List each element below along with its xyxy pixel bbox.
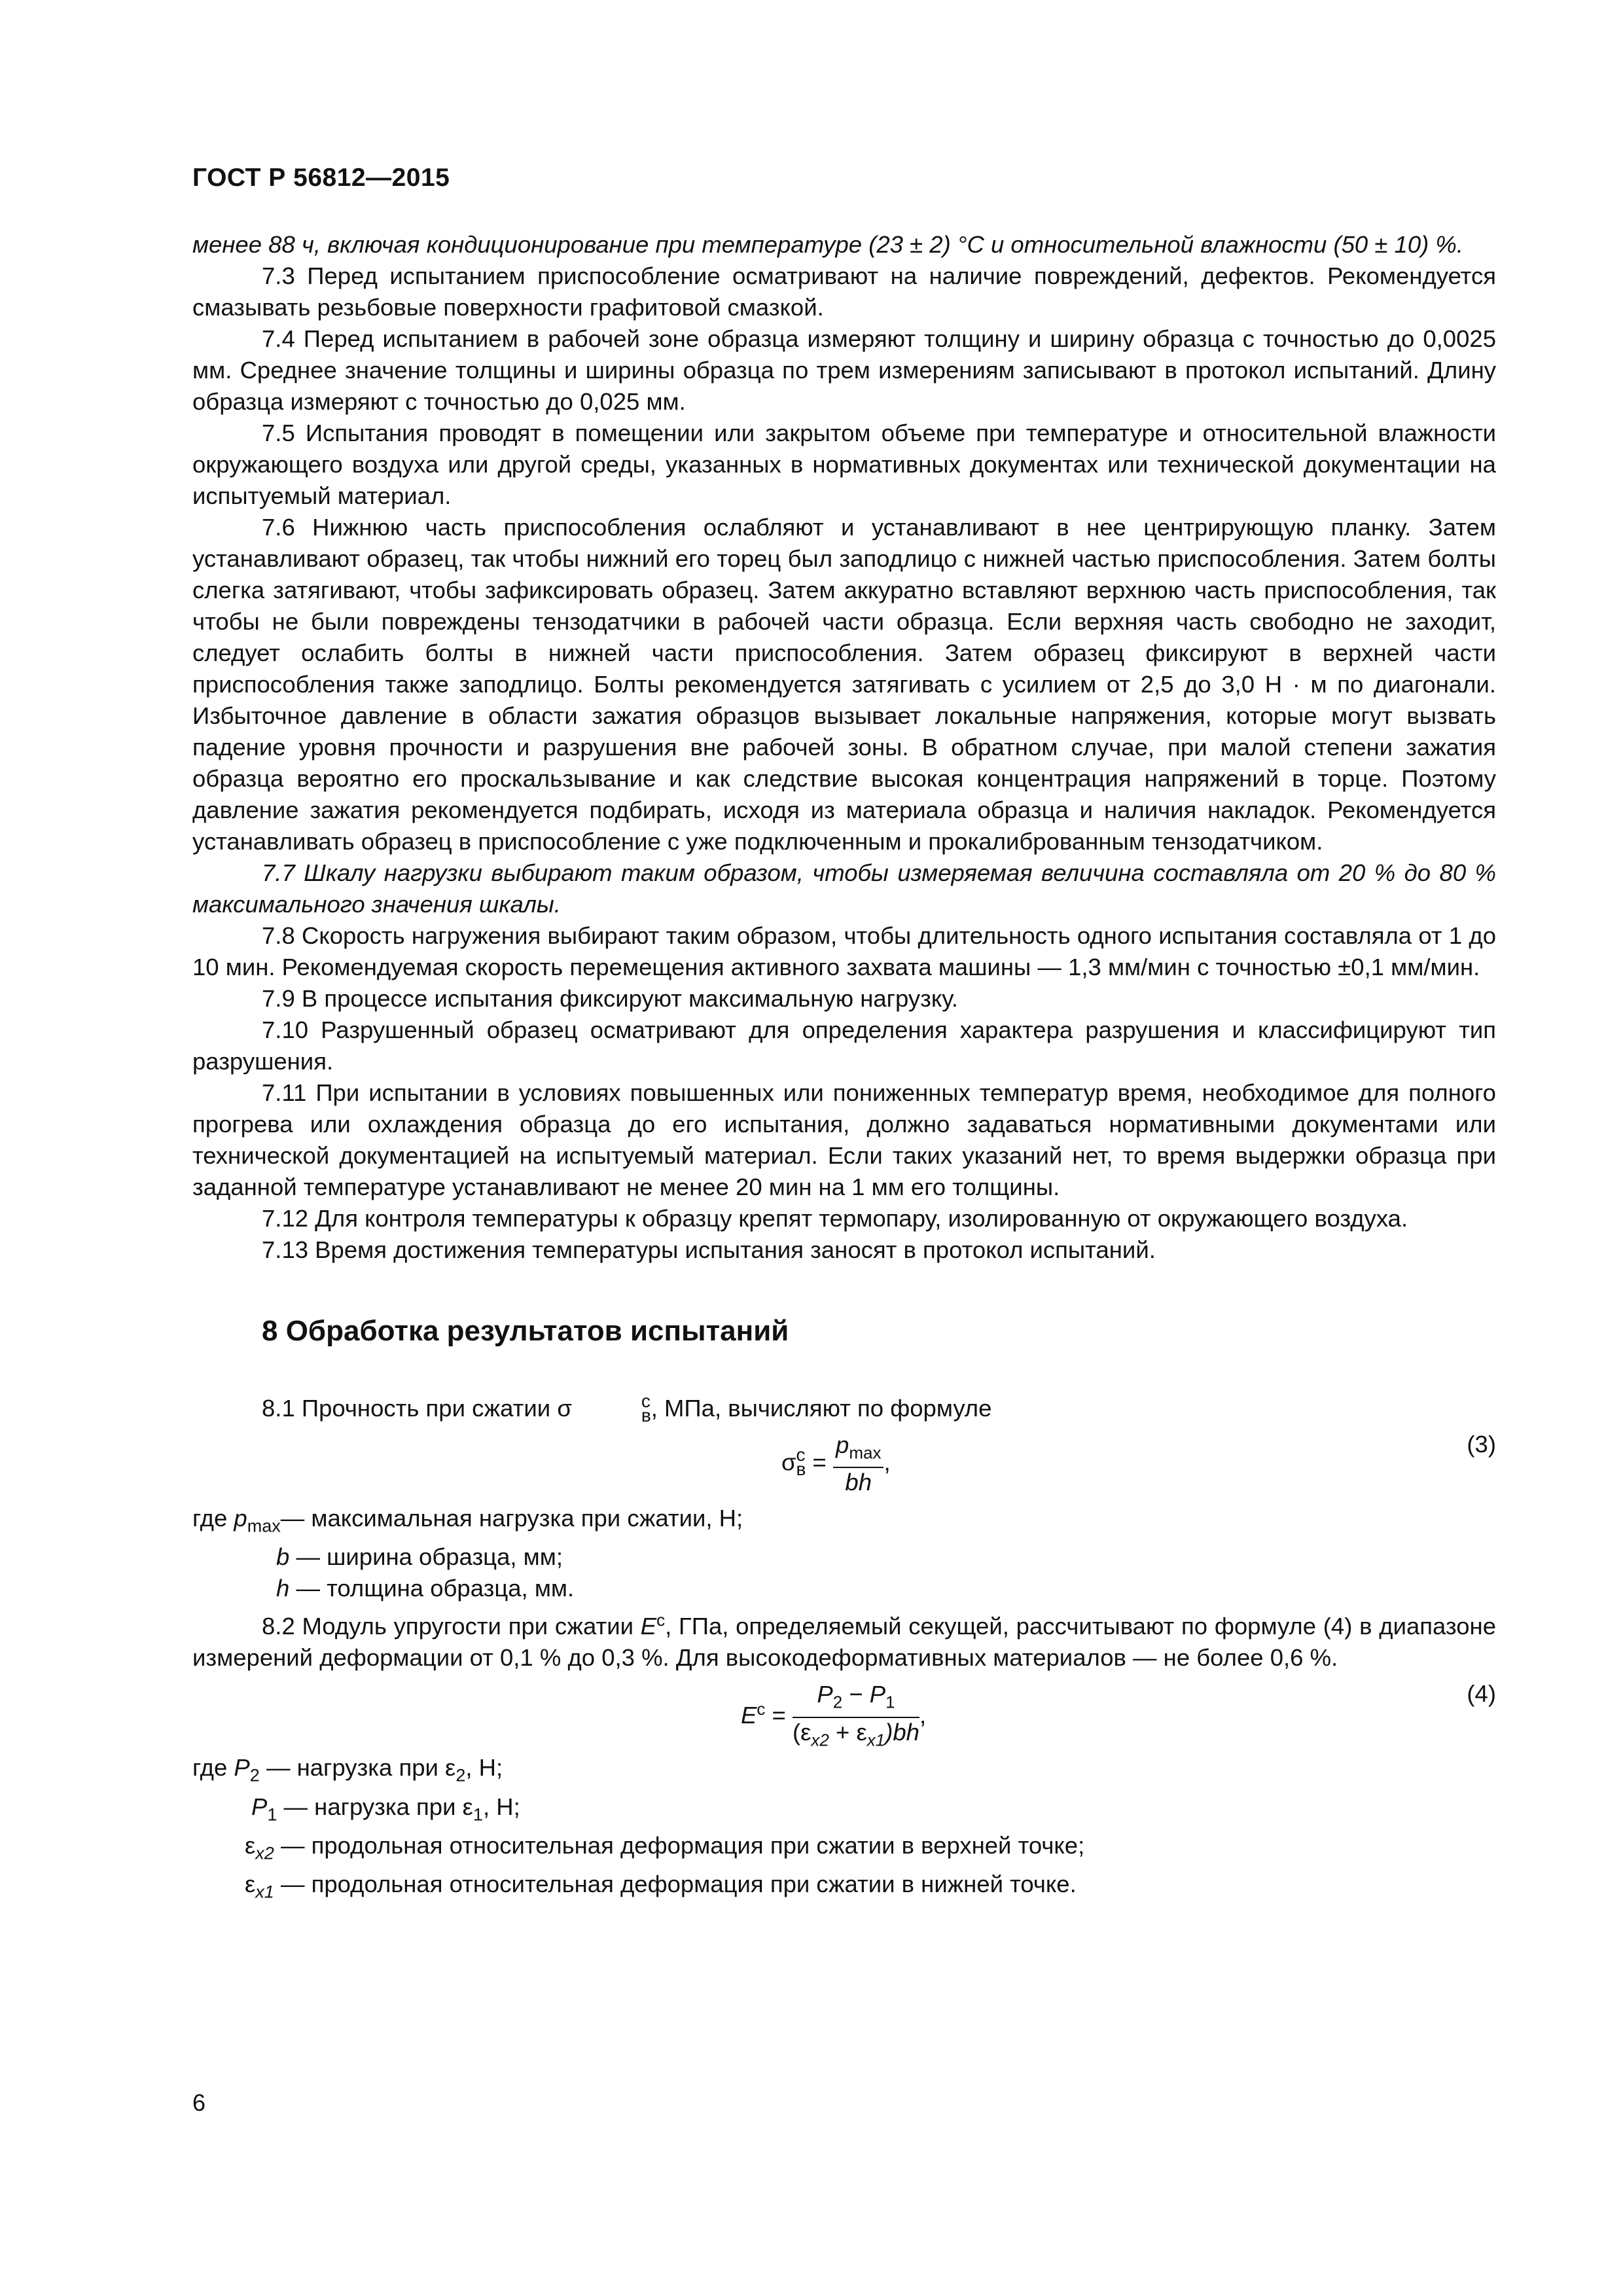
definition-p2: где $P_2$ — нагрузка при $\varepsilon_2$, Н;	[192, 1754, 503, 1785]
paragraph-7-2-continuation: менее 88 ч, включая кондиционирование при температуре (23 ± 2) °С и относительной влажности (50 ± 10) %.	[192, 231, 1464, 258]
document-code: ГОСТ Р 56812—2015	[192, 164, 450, 192]
paragraph-7-7: 7.7 Шкалу нагрузки выбирают таким образом, чтобы измеряемая величина составляла от 20 % до 80 % максимального значения шкалы.	[192, 859, 1496, 918]
formula-3: σ c в = $\frac{p_{max}}{bh}$ , (3)	[781, 1431, 1496, 1496]
formula-4: $E^c$ = $\frac{P_2 - P_1}{(\varepsilon_{x2} + \varepsilon_{x1})bh}$ , (4)	[741, 1680, 1496, 1750]
paragraph-7-9: 7.9 В процессе испытания фиксируют максимальную нагрузку.	[262, 985, 958, 1012]
section-8-heading: 8 Обработка результатов испытаний	[262, 1315, 789, 1347]
equation-number-3: (3)	[1467, 1431, 1496, 1458]
definition-b: b — ширина образца, мм;	[276, 1543, 563, 1571]
definition-ex1: $\varepsilon_{x1}$ — продольная относительная деформация при сжатии в нижней точке.	[245, 1871, 1077, 1902]
paragraph-7-11: 7.11 При испытании в условиях повышенных или пониженных температур время, необходимое для полного прогрева или охлаждения образца до его испытания, должно задаваться нормативными документами или технической документацией на испытуемый материал. Если таких указаний нет, то время выдержки образца при заданной температуре устанавливают не менее 20 мин на 1 мм его толщины.	[192, 1079, 1496, 1200]
paragraph-7-4: 7.4 Перед испытанием в рабочей зоне образца измеряют толщину и ширину образца с точностью до 0,0025 мм. Среднее значение толщины и ширины образца по трем измерениям записывают в протокол испытаний. Длину образца измеряют с точностью до 0,025 мм.	[192, 325, 1496, 415]
definition-p1: $P_1$ — нагрузка при $\varepsilon_1$, Н;	[251, 1793, 520, 1825]
paragraph-7-3: 7.3 Перед испытанием приспособление осматривают на наличие повреждений, дефектов. Рекомендуется смазывать резьбовые поверхности графитовой смазкой.	[192, 262, 1496, 321]
paragraph-8-2: 8.2 Модуль упругости при сжатии $E^c$, ГПа, определяемый секущей, рассчитывают по формуле (4) в диапазоне измерений деформации от 0,1 % до 0,3 %. Для высокодеформативных материалов — не более 0,6 %.	[192, 1610, 1496, 1672]
page-number: 6	[192, 2089, 206, 2116]
definition-h: h — толщина образца, мм.	[276, 1575, 575, 1602]
paragraph-7-5: 7.5 Испытания проводят в помещении или закрытом объеме при температуре и относительной влажности окружающего воздуха или другой среды, указанных в нормативных документах или технической документации на испытуемый материал.	[192, 420, 1496, 509]
equation-number-4: (4)	[1467, 1680, 1496, 1708]
paragraph-7-6: 7.6 Нижнюю часть приспособления ослабляют и устанавливают в нее центрирующую планку. Затем устанавливают образец, так чтобы нижний его торец был заподлицо с нижней частью приспособления. Затем болты слегка затягивают, чтобы зафиксировать образец. Затем аккуратно вставляют верхнюю часть приспособления, так чтобы не были повреждены тензодатчики в рабочей части образца. Если верхняя часть свободно не заходит, следует ослабить болты в нижней части приспособления. Затем образец фиксируют в верхней части приспособления также заподлицо. Болты рекомендуется затягивать с усилием от 2,5 до 3,0 Н · м по диагонали. Избыточное давление в области зажатия образцов вызывает локальные напряжения, которые могут вызвать падение уровня прочности и разрушения вне рабочей зоны. В обратном случае, при малой степени зажатия образца вероятно его проскальзывание и как следствие высокая концентрация напряжений в торце. Поэтому давление зажатия рекомендуется подбирать, исходя из материала образца и наличия накладок. Рекомендуется устанавливать образец в приспособление с уже подключенным и прокалиброванным тензодатчиком.	[192, 514, 1496, 855]
paragraph-7-13: 7.13 Время достижения температуры испытания заносят в протокол испытаний.	[262, 1236, 1156, 1263]
paragraph-7-12: 7.12 Для контроля температуры к образцу крепят термопару, изолированную от окружающего воздуха.	[262, 1205, 1408, 1232]
definition-ex2: $\varepsilon_{x2}$ — продольная относительная деформация при сжатии в верхней точке;	[245, 1832, 1085, 1863]
paragraph-7-8: 7.8 Скорость нагружения выбирают таким образом, чтобы длительность одного испытания составляла от 1 до 10 мин. Рекомендуемая скорость перемещения активного захвата машины — 1,3 мм/мин с точностью ±0,1 мм/мин.	[192, 922, 1496, 980]
paragraph-8-1: 8.1 Прочность при сжатии σ c в , МПа, вычисляют по формуле	[262, 1391, 992, 1426]
paragraph-7-10: 7.10 Разрушенный образец осматривают для определения характера разрушения и классифицируют тип разрушения.	[192, 1016, 1496, 1075]
page-body	[192, 229, 1496, 1908]
definition-pmax: где $p_{max}—$ максимальная нагрузка при сжатии, Н;	[192, 1505, 743, 1536]
